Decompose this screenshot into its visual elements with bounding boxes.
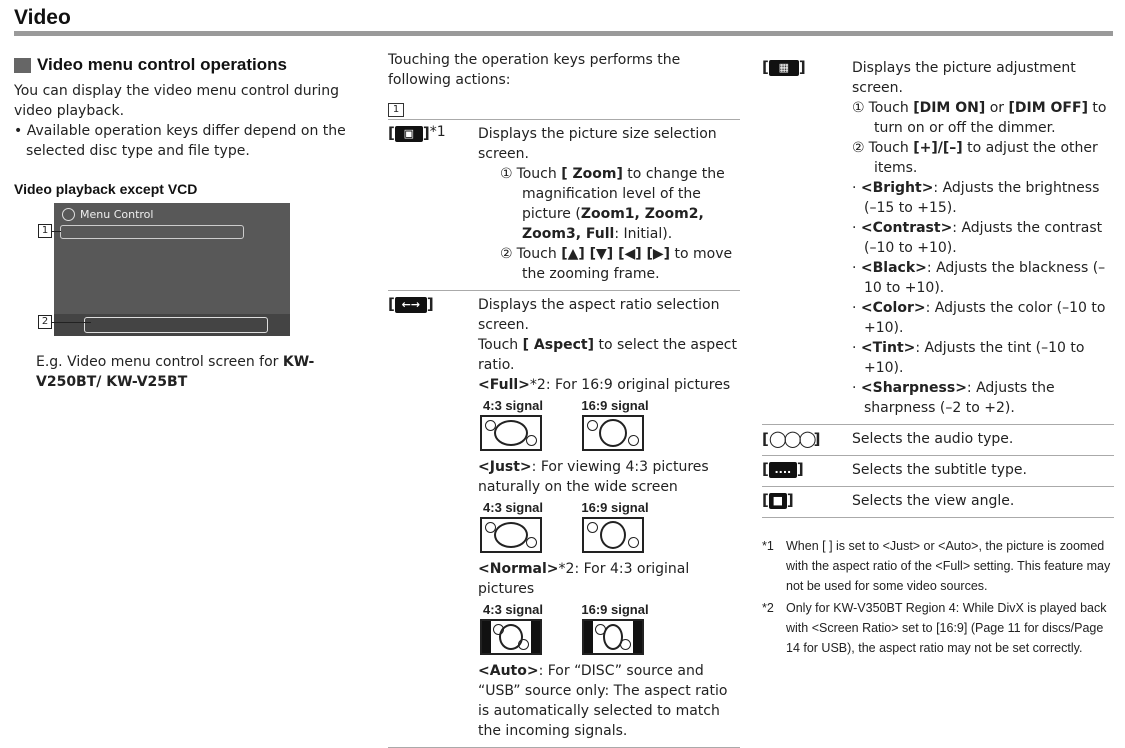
signal-label: 16:9 signal	[581, 500, 649, 515]
section-heading	[14, 55, 360, 75]
signal-169-normal-icon	[582, 619, 644, 655]
item-text: : Adjusts the brightness (–15 to +15).	[864, 180, 1100, 216]
option-label: <Normal>	[478, 561, 559, 577]
option-text: *2: For 16:9 original pictures	[529, 377, 731, 393]
full-option	[478, 375, 740, 395]
sub-heading: Video playback except VCD	[14, 181, 198, 197]
signal-label: 16:9 signal	[581, 602, 649, 617]
audio-type-key-icon: [◯◯◯]	[762, 429, 821, 448]
step-text: to adjust the other items.	[874, 140, 1098, 176]
step-text: Touch	[478, 337, 523, 353]
normal-signals	[478, 601, 740, 655]
adjust-item-black: · <Black>: Adjusts the blackness (–10 to +10).	[852, 260, 1106, 296]
item-label: <Contrast>	[860, 220, 953, 236]
page-title: Video	[14, 6, 71, 29]
callout-1-leader	[51, 231, 61, 232]
column-2	[388, 50, 740, 748]
column-3	[762, 54, 1114, 658]
aspect-key-label: [ Aspect]	[522, 337, 594, 353]
picture-step-1	[852, 98, 1114, 138]
picture-key-row	[762, 54, 1114, 425]
just-option	[478, 457, 740, 497]
zoom-step-2	[478, 244, 740, 284]
item-label: <Tint>	[860, 340, 916, 356]
aspect-key-icon: [ ←→ ]	[388, 295, 434, 313]
signal-43-just-icon	[480, 517, 542, 553]
tab-marker-row	[388, 100, 740, 120]
picture-step-2	[852, 138, 1114, 178]
step-text: or	[985, 100, 1009, 116]
zoom-key-icon: [ ▣ ]	[388, 124, 430, 142]
adjust-item-bright: · <Bright>: Adjusts the brightness (–15 to +15).	[852, 180, 1100, 216]
section-square-icon	[14, 58, 31, 73]
callout-2: 2	[38, 315, 52, 329]
adjust-item-sharpness: · <Sharpness>: Adjusts the sharpness (–2 to +2).	[852, 380, 1055, 416]
signal-label: 4:3 signal	[483, 398, 543, 413]
intro-text: You can display the video menu control during video playback.	[14, 83, 340, 119]
aspect-desc: Displays the aspect ratio selection screen.	[478, 297, 720, 333]
signal-label: 4:3 signal	[483, 602, 543, 617]
option-text: : For viewing 4:3 pictures naturally on the wide screen	[478, 459, 709, 495]
footnote-mark: *1	[762, 539, 774, 553]
arrow-keys: [▲] [▼] [◀] [▶]	[561, 246, 671, 262]
menu-control-header	[54, 203, 290, 225]
footnote-1	[762, 536, 1114, 596]
section-title: Video menu control operations	[37, 55, 287, 74]
item-text: : Adjusts the sharpness (–2 to +2).	[864, 380, 1055, 416]
picture-adjust-key-icon: [ ▦ ]	[762, 58, 806, 76]
zoom-step-1	[478, 164, 740, 244]
footnotes	[762, 536, 1114, 658]
menu-control-title: Menu Control	[80, 207, 154, 221]
step-text: Touch	[516, 246, 562, 262]
item-text: : Adjusts the tint (–10 to +10).	[864, 340, 1085, 376]
note-bullet: • Available operation keys differ depend on the selected disc type and file type.	[14, 123, 346, 159]
picture-desc: Displays the picture adjustment screen.	[852, 60, 1076, 96]
option-label: <Full>	[478, 377, 530, 393]
subtitle-desc: Selects the subtitle type.	[852, 462, 1027, 478]
signal-169-full-icon	[582, 415, 644, 451]
step-text: to change the magnification level of the picture (	[522, 166, 725, 222]
audio-key-row	[762, 425, 1114, 456]
title-rule	[14, 31, 1113, 36]
keys-intro: Touching the operation keys performs the following actions:	[388, 52, 681, 88]
auto-option	[478, 661, 740, 741]
aspect-touch	[478, 335, 740, 375]
dim-off-label: [DIM OFF]	[1008, 100, 1088, 116]
step-text: to move the zooming frame.	[522, 246, 733, 282]
audio-desc: Selects the audio type.	[852, 431, 1014, 447]
subtitle-key-cell	[762, 460, 852, 480]
step-text: : Initial).	[614, 226, 673, 242]
item-label: <Bright>	[860, 180, 934, 196]
step-number: ①	[852, 100, 865, 116]
zoom-footnote-ref: *1	[429, 124, 446, 140]
caption-model: KW-V250BT/ KW-V25BT	[36, 354, 315, 390]
callout-2-leader	[51, 322, 91, 323]
zoom-key-label: [ Zoom]	[561, 166, 623, 182]
bottom-key-bar	[84, 317, 268, 333]
full-signals	[478, 397, 740, 451]
item-label: <Sharpness>	[860, 380, 967, 396]
picture-key-cell	[762, 58, 852, 418]
angle-desc: Selects the view angle.	[852, 493, 1015, 509]
caption-prefix: E.g. Video menu control screen for	[36, 354, 283, 370]
step-text: to turn on or off the dimmer.	[874, 100, 1107, 136]
signal-label: 4:3 signal	[483, 500, 543, 515]
step-text: Touch	[868, 140, 914, 156]
item-text: : Adjusts the contrast (–10 to +10).	[864, 220, 1103, 256]
footnote-mark: *2	[762, 601, 774, 615]
zoom-description	[478, 124, 740, 284]
item-label: <Color>	[860, 300, 926, 316]
caption	[14, 352, 360, 392]
aspect-key-row	[388, 291, 740, 748]
zoom-desc: Displays the picture size selection screen.	[478, 126, 717, 162]
menu-control-screen-figure	[14, 203, 360, 338]
signal-label: 16:9 signal	[581, 398, 649, 413]
zoom-key-cell	[388, 124, 478, 284]
step-number: ①	[500, 166, 513, 182]
zoom-levels: Zoom1, Zoom2, Zoom3, Full	[522, 206, 704, 242]
dim-on-label: [DIM ON]	[913, 100, 986, 116]
normal-option	[478, 559, 740, 599]
angle-key-cell	[762, 491, 852, 511]
item-text: : Adjusts the blackness (–10 to +10).	[864, 260, 1106, 296]
option-label: <Auto>	[478, 663, 539, 679]
audio-key-cell	[762, 429, 852, 449]
step-text: to select the aspect ratio.	[478, 337, 737, 373]
picture-description	[852, 58, 1114, 418]
column-1	[14, 50, 360, 392]
item-label: <Black>	[860, 260, 927, 276]
footnote-text: Only for KW-V350BT Region 4: While DivX is played back with <Screen Ratio> set to [16:9] (Page 11 for discs/Page 14 for USB), the aspect ratio may not be set correctly.	[786, 601, 1107, 655]
signal-43-full-icon	[480, 415, 542, 451]
step-text: Touch	[868, 100, 914, 116]
subtitle-key-icon: [ .... ]	[762, 460, 804, 478]
plus-minus-keys: [+]/[–]	[913, 140, 963, 156]
adjust-item-tint: · <Tint>: Adjusts the tint (–10 to +10).	[852, 340, 1085, 376]
option-text: *2: For 4:3 original pictures	[478, 561, 690, 597]
menu-control-screen	[54, 203, 290, 336]
adjust-item-color: · <Color>: Adjusts the color (–10 to +10).	[852, 300, 1106, 336]
signal-43-normal-icon	[480, 619, 542, 655]
angle-key-icon: [ ■ ]	[762, 491, 794, 509]
tab-marker: 1	[388, 103, 404, 117]
aspect-description	[478, 295, 740, 741]
adjust-items	[852, 178, 1114, 418]
zoom-key-row	[388, 120, 740, 291]
item-text: : Adjusts the color (–10 to +10).	[864, 300, 1106, 336]
footnote-text: When [ ] is set to <Just> or <Auto>, the picture is zoomed with the aspect ratio of the <Full> setting. This feature may not be used for some video sources.	[786, 539, 1111, 593]
disc-icon	[62, 208, 75, 221]
callout-1: 1	[38, 224, 52, 238]
step-text: Touch	[516, 166, 562, 182]
adjust-item-contrast: · <Contrast>: Adjusts the contrast (–10 to +10).	[852, 220, 1103, 256]
just-signals	[478, 499, 740, 553]
signal-169-just-icon	[582, 517, 644, 553]
option-label: <Just>	[478, 459, 532, 475]
angle-key-row	[762, 487, 1114, 518]
step-number: ②	[852, 140, 865, 156]
option-text: : For “DISC” source and “USB” source only: The aspect ratio is automatically selected to match the incoming signals.	[478, 663, 728, 739]
top-key-bar	[60, 225, 244, 239]
aspect-key-cell	[388, 295, 478, 741]
subtitle-key-row	[762, 456, 1114, 487]
footnote-2	[762, 598, 1114, 658]
step-number: ②	[500, 246, 513, 262]
subtitle-icon-text: ....	[769, 462, 797, 478]
bottom-panel	[54, 314, 290, 336]
